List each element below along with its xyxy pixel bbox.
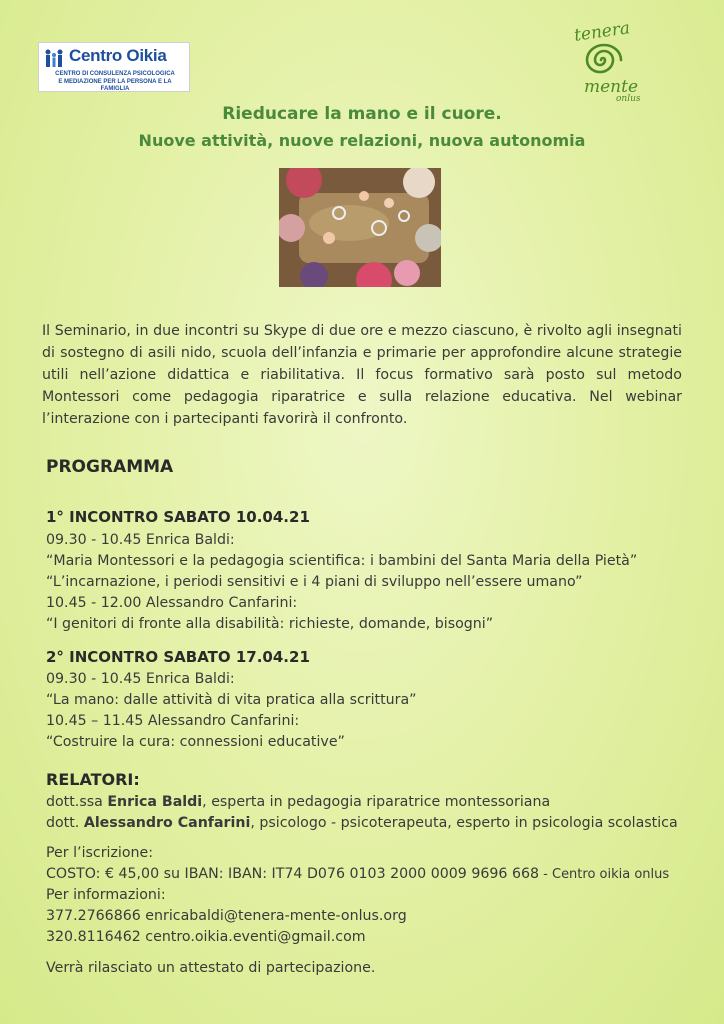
children-photo	[279, 168, 441, 287]
family-figures-icon	[43, 47, 65, 69]
incontro1-heading: 1° INCONTRO SABATO 10.04.21	[46, 508, 310, 526]
intro-paragraph: Il Seminario, in due incontri su Skype di due ore e mezzo ciascuno, è rivolto agli insegnati di sostegno di asili nido, scuola dell’infanzia e primarie per approfondire alcune strategie utili nell’azione didattica e riabilitativa. Il focus formativo sarà posto sul metodo Montessori come pedagogia riparatrice e sulla relazione educativa. Nel webinar l’interazione con i partecipanti favorirà il confronto.	[42, 323, 682, 427]
relatore-line: dott. Alessandro Canfarini, psicologo - psicoterapeuta, esperto in psicologia scolastica	[46, 815, 678, 831]
incontro2-line: “Costruire la cura: connessioni educative”	[46, 734, 345, 750]
programma-heading: PROGRAMMA	[46, 457, 174, 477]
relatore-name: Enrica Baldi	[107, 794, 203, 810]
iscrizione-label: Per l’iscrizione:	[46, 845, 154, 861]
incontro2-heading: 2° INCONTRO SABATO 17.04.21	[46, 648, 310, 666]
incontro1-line: 09.30 - 10.45 Enrica Baldi:	[46, 532, 235, 548]
logo-word-mente: mente	[584, 77, 639, 97]
logo-word-onlus: onlus	[616, 94, 641, 104]
contact-line: 377.2766866 enricabaldi@tenera-mente-onlus.org	[46, 908, 407, 924]
page-subtitle: Nuove attività, nuove relazioni, nuova autonomia	[138, 131, 586, 150]
incontro2-line: “La mano: dalle attività di vita pratica alla scrittura”	[46, 692, 417, 708]
incontro2-line: 09.30 - 10.45 Enrica Baldi:	[46, 671, 235, 687]
logo-name: Centro Oikia	[69, 46, 167, 65]
incontro1-line: 10.45 - 12.00 Alessandro Canfarini:	[46, 595, 298, 611]
info-label: Per informazioni:	[46, 887, 166, 903]
contact-line: 320.8116462 centro.oikia.eventi@gmail.com	[46, 929, 366, 945]
logo-word-tenera: tenera	[572, 18, 632, 46]
spiral-icon	[582, 42, 624, 78]
centro-oikia-logo	[38, 42, 190, 92]
relatore-name: Alessandro Canfarini	[83, 815, 251, 831]
incontro1-line: “L’incarnazione, i periodi sensitivi e i 4 piani di sviluppo nell’essere umano”	[46, 574, 583, 590]
incontro1-line: “I genitori di fronte alla disabilità: richieste, domande, bisogni”	[46, 616, 494, 632]
incontro1-line: “Maria Montessori e la pedagogia scientifica: i bambini del Santa Maria della Pietà”	[46, 553, 638, 569]
incontro2-line: 10.45 – 11.45 Alessandro Canfarini:	[46, 713, 300, 729]
tenera-mente-logo	[566, 18, 641, 108]
children-with-magnifiers-image	[279, 168, 441, 287]
page-title: Rieducare la mano e il cuore.	[222, 104, 502, 124]
relatori-heading: RELATORI:	[46, 770, 140, 789]
attestato-note: Verrà rilasciato un attestato di partecipazione.	[46, 960, 376, 976]
relatore-line: dott.ssa Enrica Baldi, esperta in pedagogia riparatrice montessoriana	[46, 794, 551, 810]
logo-subtitle: CENTRO DI CONSULENZA PSICOLOGICA E MEDIAZIONE PER LA PERSONA E LA FAMIGLIA	[55, 71, 175, 92]
costo-line: COSTO: € 45,00 su IBAN: IBAN: IT74 D076 0103 2000 0009 9696 668 - Centro oikia onlus	[46, 866, 670, 882]
